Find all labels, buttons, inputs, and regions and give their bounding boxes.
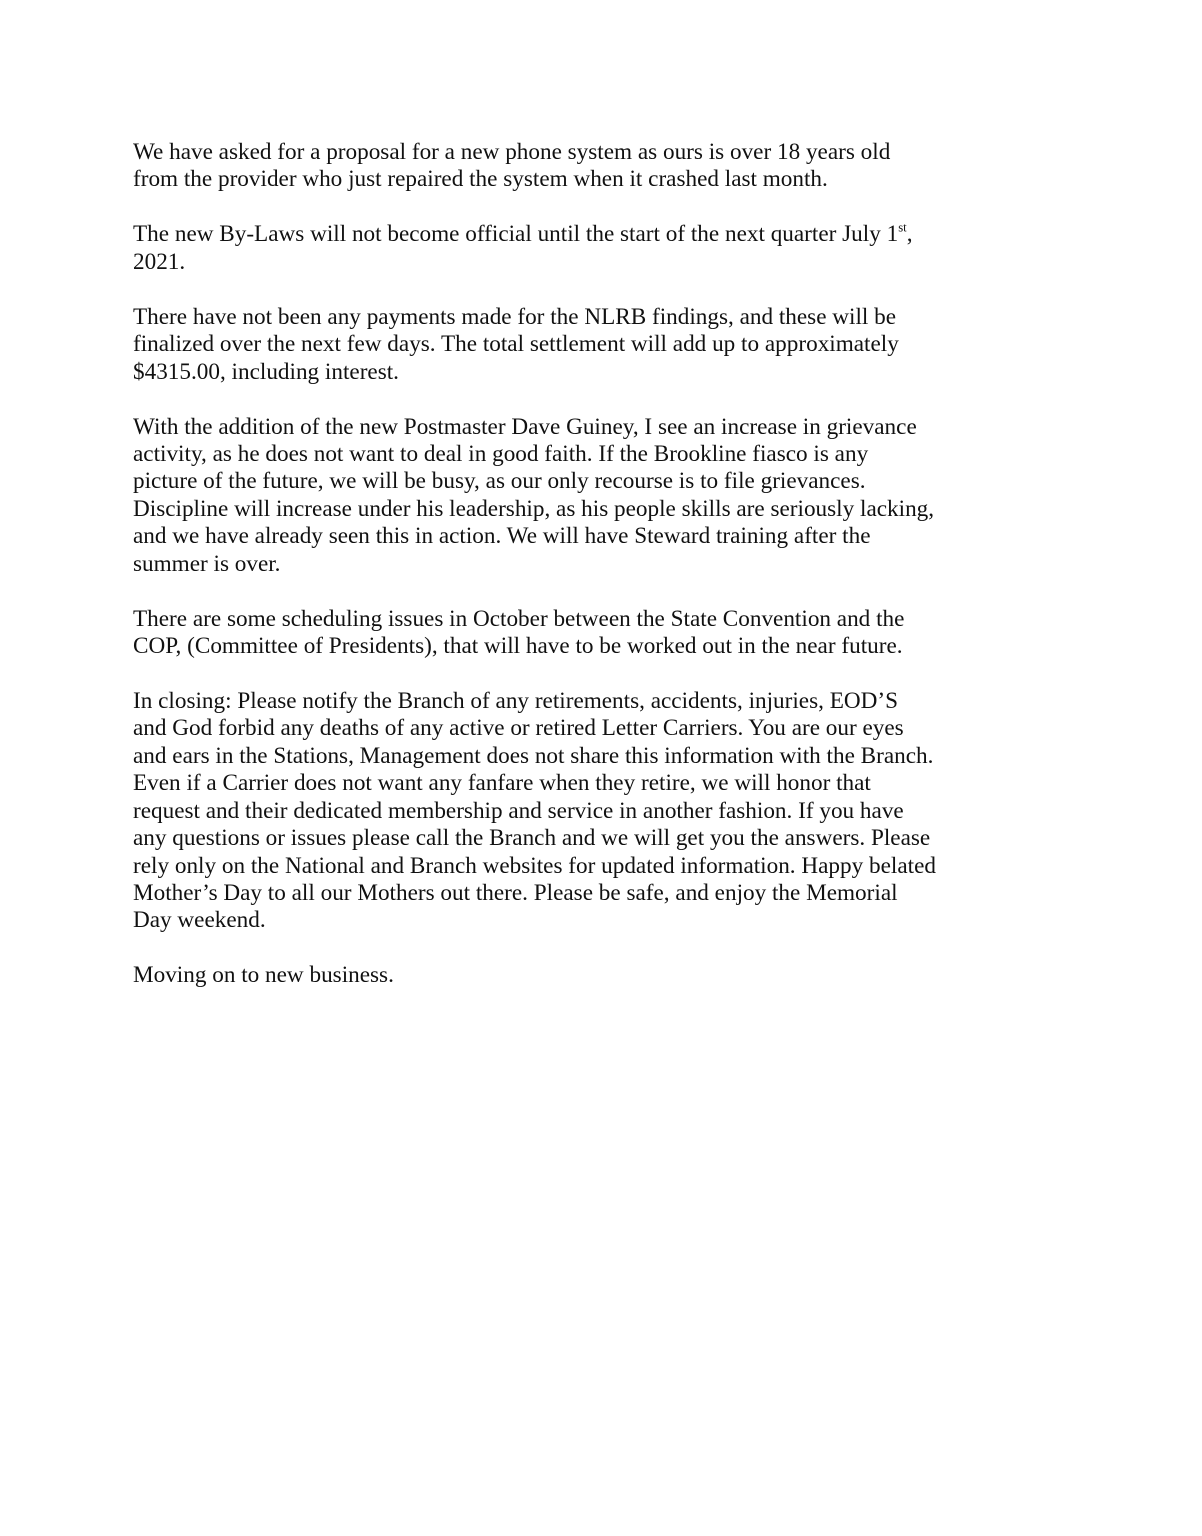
text-line: Discipline will increase under his leadership, as his people skills are seriously lacking, xyxy=(133,495,935,522)
text-line: and we have already seen this in action. We will have Steward training after the xyxy=(133,523,871,550)
text-line: Moving on to new business. xyxy=(133,962,394,989)
text-line: There have not been any payments made for the NLRB findings, and these will be xyxy=(133,303,897,330)
text-line: activity, as he does not want to deal in good faith. If the Brookline fiasco is any xyxy=(133,441,869,468)
text-line: any questions or issues please call the Branch and we will get you the answers. Please xyxy=(133,825,931,852)
text-line: With the addition of the new Postmaster Dave Guiney, I see an increase in grievance xyxy=(133,413,917,440)
document-body xyxy=(133,139,1053,990)
text-line: request and their dedicated membership and service in another fashion. If you have xyxy=(133,797,904,824)
text-line: finalized over the next few days. The total settlement will add up to approximately xyxy=(133,331,899,358)
text-line: $4315.00, including interest. xyxy=(133,358,399,385)
text-line: rely only on the National and Branch websites for updated information. Happy belated xyxy=(133,852,936,879)
paragraph-new-business xyxy=(133,962,1053,989)
text-line: Mother’s Day to all our Mothers out there. Please be safe, and enjoy the Memorial xyxy=(133,879,898,906)
text-line: Even if a Carrier does not want any fanfare when they retire, we will honor that xyxy=(133,770,871,797)
text-line: We have asked for a proposal for a new phone system as ours is over 18 years old xyxy=(133,139,891,165)
text-line: There are some scheduling issues in October between the State Convention and the xyxy=(133,605,905,632)
comma: , xyxy=(906,221,913,248)
paragraph-nlrb xyxy=(133,304,1053,386)
text-line: summer is over. xyxy=(133,550,281,577)
text-line xyxy=(133,221,1053,248)
text-line: from the provider who just repaired the system when it crashed last month. xyxy=(133,166,828,193)
bylaws-text: The new By-Laws will not become official until the start of the next quarter July 1 xyxy=(133,221,899,248)
text-line: and ears in the Stations, Management does not share this information with the Branch. xyxy=(133,742,934,769)
paragraph-scheduling xyxy=(133,606,1053,661)
paragraph-closing xyxy=(133,688,1053,935)
text-line: Day weekend. xyxy=(133,907,266,934)
ordinal-suffix: st xyxy=(898,220,907,235)
text-line: COP, (Committee of Presidents), that will have to be worked out in the near future. xyxy=(133,633,903,660)
paragraph-postmaster xyxy=(133,414,1053,578)
text-line: 2021. xyxy=(133,248,186,275)
text-line: In closing: Please notify the Branch of any retirements, accidents, injuries, EOD’S xyxy=(133,688,898,715)
paragraph-bylaws xyxy=(133,221,1053,276)
text-line: and God forbid any deaths of any active or retired Letter Carriers. You are our eyes xyxy=(133,715,904,742)
paragraph-phone-system xyxy=(133,139,1053,194)
text-line: picture of the future, we will be busy, as our only recourse is to file grievances. xyxy=(133,468,866,495)
